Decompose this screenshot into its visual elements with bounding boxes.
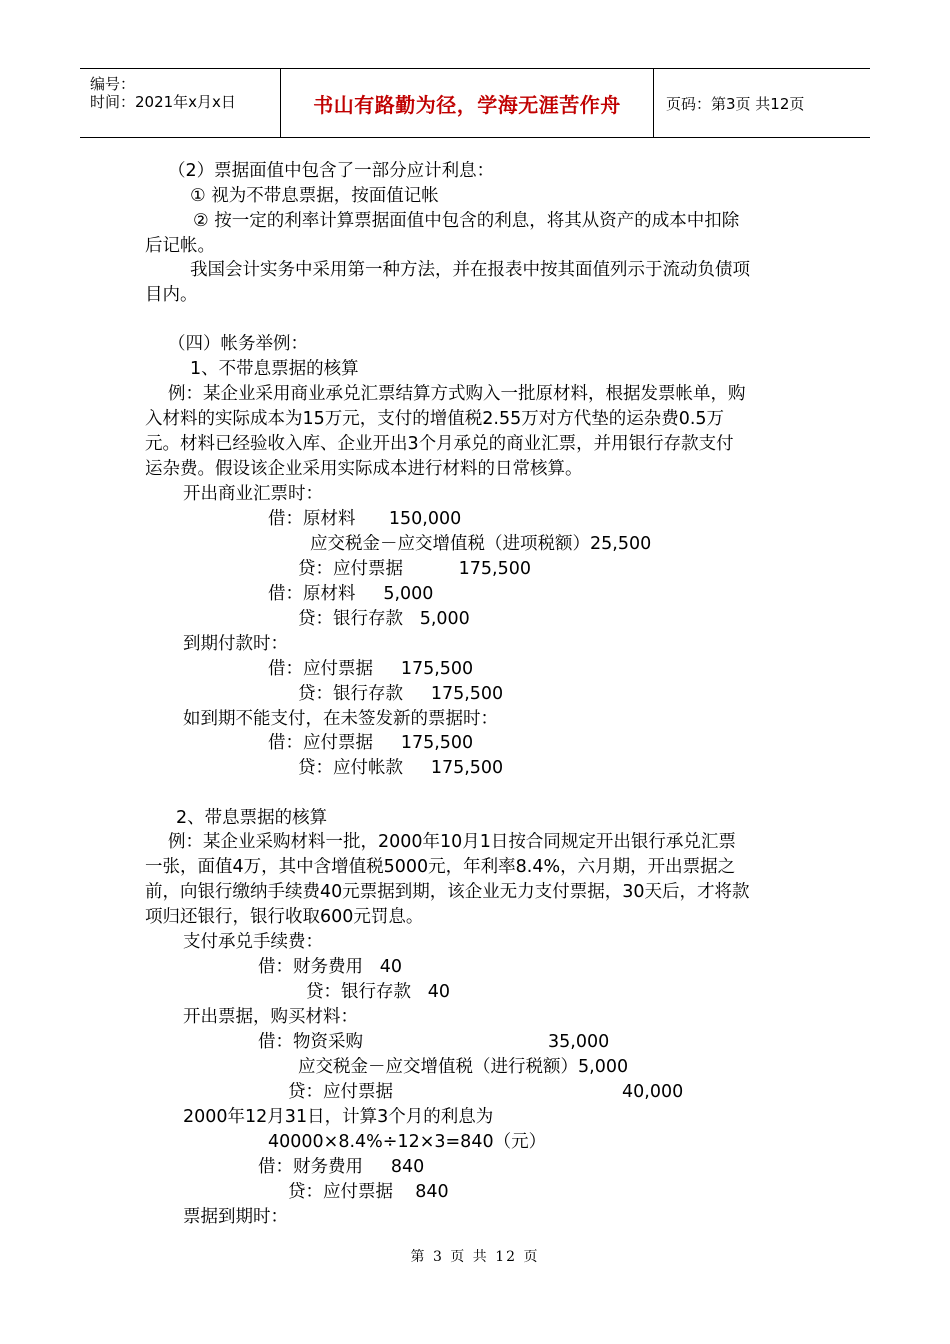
text-line: 元。材料已经验收入库、企业开出3个月承兑的商业汇票，并用银行存款支付	[145, 434, 734, 454]
text-line: 2000年12月31日，计算3个月的利息为	[183, 1107, 494, 1127]
text-line: 前，向银行缴纳手续费40元票据到期，该企业无力支付票据，30天后，才将款	[145, 882, 750, 902]
motto: 书山有路勤为径，学海无涯苦作舟	[280, 69, 654, 137]
formula-line: 40000×8.4%÷12×3=840（元）	[268, 1132, 547, 1152]
text-line: 例：某企业采购材料一批，2000年10月1日按合同规定开出银行承兑汇票	[168, 832, 736, 852]
sub-heading: 2、带息票据的核算	[176, 808, 328, 828]
entry-line: 贷：银行存款 5,000	[298, 609, 470, 629]
text-line: 例：某企业采用商业承兑汇票结算方式购入一批原材料，根据发票帐单，购	[168, 384, 746, 404]
text-line: ① 视为不带息票据，按面值记帐	[190, 186, 439, 206]
text-line: 到期付款时：	[183, 634, 288, 654]
header-table	[80, 68, 870, 138]
entry-line: 贷：应付票据	[288, 1082, 393, 1102]
entry-line: 贷：应付票据 175,500	[298, 559, 531, 579]
text-line: 支付承兑手续费：	[183, 932, 323, 952]
entry-amount: 35,000	[548, 1032, 610, 1052]
entry-amount: 40,000	[622, 1082, 684, 1102]
text-line: 票据到期时：	[183, 1207, 288, 1227]
entry-line: 借：应付票据 175,500	[268, 659, 474, 679]
text-line: 目内。	[145, 285, 198, 305]
text-line: 一张，面值4万，其中含增值税5000元，年利率8.4%，六月期，开出票据之	[145, 857, 736, 877]
date-label: 时间：2021年x月x日	[90, 93, 236, 111]
text-line: 我国会计实务中采用第一种方法，并在报表中按其面值列示于流动负债项	[190, 260, 750, 280]
entry-line: 借：物资采购	[258, 1032, 363, 1052]
page-label: 页码：第3页 共12页	[666, 94, 805, 113]
text-line: 开出票据，购买材料：	[183, 1007, 358, 1027]
text-line: 运杂费。假设该企业采用实际成本进行材料的日常核算。	[145, 459, 583, 479]
entry-line: 应交税金－应交增值税（进行税额）5,000	[298, 1057, 629, 1077]
entry-line: 贷：银行存款 40	[306, 982, 450, 1002]
entry-line: 借：原材料 150,000	[268, 509, 462, 529]
text-line: 如到期不能支付，在未签发新的票据时：	[183, 709, 498, 729]
header-left-cell	[80, 69, 280, 137]
text-line: ② 按一定的利率计算票据面值中包含的利息，将其从资产的成本中扣除	[193, 211, 740, 231]
entry-line: 借：应付票据 175,500	[268, 733, 474, 753]
text-line: 入材料的实际成本为15万元，支付的增值税2.55万对方代垫的运杂费0.5万	[145, 409, 725, 429]
entry-line: 借：财务费用 840	[258, 1157, 425, 1177]
entry-line: 贷：银行存款 175,500	[298, 684, 504, 704]
text-line: 开出商业汇票时：	[183, 484, 323, 504]
text-line: 项归还银行，银行收取600元罚息。	[145, 907, 424, 927]
text-line: 后记帐。	[145, 236, 215, 256]
entry-line: 应交税金－应交增值税（进项税额）25,500	[310, 534, 652, 554]
page-footer: 第 3 页 共 12 页	[410, 1249, 540, 1265]
text-line: （2）票据面值中包含了一部分应计利息：	[168, 161, 495, 181]
entry-line: 贷：应付票据 840	[288, 1182, 449, 1202]
sub-heading: 1、不带息票据的核算	[190, 359, 359, 379]
entry-line: 借：财务费用 40	[258, 957, 402, 977]
code-label: 编号：	[90, 75, 136, 93]
entry-line: 贷：应付帐款 175,500	[298, 758, 504, 778]
entry-line: 借：原材料 5,000	[268, 584, 434, 604]
section-heading: （四）帐务举例：	[168, 334, 308, 354]
